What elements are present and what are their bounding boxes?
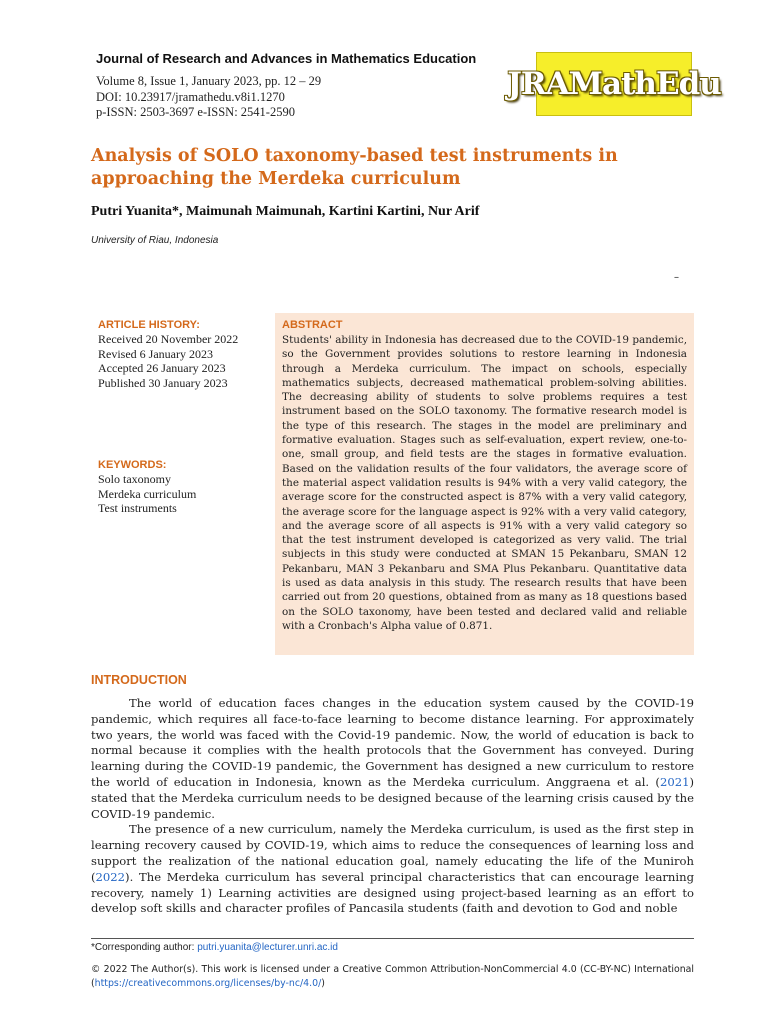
- corresponding-label: *Corresponding author:: [91, 942, 198, 953]
- history-revised: Revised 6 January 2023: [98, 346, 213, 361]
- keywords: [98, 459, 196, 516]
- license-link[interactable]: https://creativecommons.org/licenses/by-nc/4.0/: [94, 978, 322, 989]
- journal-logo: [507, 52, 721, 116]
- license-notice: © 2022 The Author(s). This work is licensed under a Creative Common Attribution-NonCommercial 4.0 (CC-BY-NC) International (https://creativecommons.org/licenses/by-nc/4.0/): [91, 964, 694, 989]
- citation-link[interactable]: 2021: [659, 774, 690, 789]
- keywords-heading: KEYWORDS:: [98, 459, 167, 471]
- history-accepted: Accepted 26 January 2023: [98, 361, 226, 375]
- article-history: [98, 319, 238, 390]
- volume-info: Volume 8, Issue 1, January 2023, pp. 12 – 29: [96, 74, 322, 88]
- paragraph: The world of education faces changes in the education system caused by the COVID-19 pandemic, which requires all face-to-face learning to become distance learning. For approximately two years, the world was faced with the Covid-19 pandemic. Now, the world of education is back to normal because it complies with the health protocols that the Government has conveyed. During learning during the COVID-19 pandemic, the Government has designed a new curriculum to restore the world of education in Indonesia, known as the Merdeka curriculum. Anggraena et al. (2021) stated that the Merdeka curriculum needs to be designed because of the learning crisis caused by the COVID-19 pandemic.: [91, 696, 694, 821]
- keyword-item: Test instruments: [98, 501, 177, 515]
- doi[interactable]: DOI: 10.23917/jramathedu.v8i1.1270: [96, 90, 285, 104]
- logo-text: JRAMathEdu: [507, 66, 721, 102]
- dash-mark: –: [674, 272, 679, 283]
- article-title: Analysis of SOLO taxonomy-based test instruments in approaching the Merdeka curriculum: [91, 146, 618, 189]
- history-published: Published 30 January 2023: [98, 375, 228, 390]
- footnote-divider: [91, 938, 694, 939]
- paragraph: The presence of a new curriculum, namely the Merdeka curriculum, is used as the first step in learning recovery caused by COVID-19, which aims to reduce the consequences of learning loss and support the realization of the national education goal, namely educating the life of the Muniroh (2022). The Merdeka curriculum has several principal characteristics that can encourage learning recovery, namely 1) Learning activities are designed using project-based learning as an effort to develop soft skills and character profiles of Pancasila students (faith and devotion to God and noble: [91, 822, 694, 916]
- citation-link[interactable]: 2022: [95, 869, 126, 884]
- affiliation: University of Riau, Indonesia: [91, 235, 219, 246]
- introduction-body: [91, 696, 694, 917]
- abstract-text: Students' ability in Indonesia has decreased due to the COVID-19 pandemic, so the Government provides solutions to restore learning in Indonesia through a Merdeka curriculum. The impact on schools, especially mathematics subjects, decreased mathematical problem-solving abilities. The decreasing ability of students to solve problems requires a test instrument based on the SOLO taxonomy. The formative research model is the type of this research. The stages in the model are preliminary and formative evaluation. Stages such as self-evaluation, expert review, one-to-one, small group, and field tests are the stages in formative evaluation. Based on the validation results of the four validators, the average score of the material aspect validation results is 94% with a very valid category, the average score for the constructed aspect is 87% with a very valid category, the average score for the language aspect is 92% with a very valid category, and the average score of all aspects is 91% with a very valid category so that the test instrument developed is categorized as very valid. The trial subjects in this study were conducted at SMAN 15 Pekanbaru, SMAN 12 Pekanbaru, MAN 3 Pekanbaru and SMA Plus Pekanbaru. Quantitative data is used as data analysis in this study. The research results that have been carried out from 20 questions, obtained from as many as 18 questions based on the SOLO taxonomy, have been tested and declared valid and reliable with a Cronbach's Alpha value of 0.871.: [282, 334, 687, 632]
- corresponding-author: [91, 942, 338, 953]
- authors: Putri Yuanita*, Maimunah Maimunah, Kartini Kartini, Nur Arif: [91, 204, 480, 219]
- history-heading: ARTICLE HISTORY:: [98, 319, 200, 331]
- introduction-heading: INTRODUCTION: [91, 673, 187, 687]
- journal-name: Journal of Research and Advances in Mathematics Education: [96, 51, 477, 66]
- issn: p-ISSN: 2503-3697 e-ISSN: 2541-2590: [96, 105, 295, 119]
- corresponding-email[interactable]: putri.yuanita@lecturer.unri.ac.id: [197, 942, 338, 953]
- keyword-item: Solo taxonomy: [98, 472, 172, 486]
- keyword-item: Merdeka curriculum: [98, 486, 197, 501]
- history-received: Received 20 November 2022: [98, 332, 239, 346]
- abstract-box: [275, 313, 694, 655]
- abstract-heading: ABSTRACT: [282, 319, 343, 331]
